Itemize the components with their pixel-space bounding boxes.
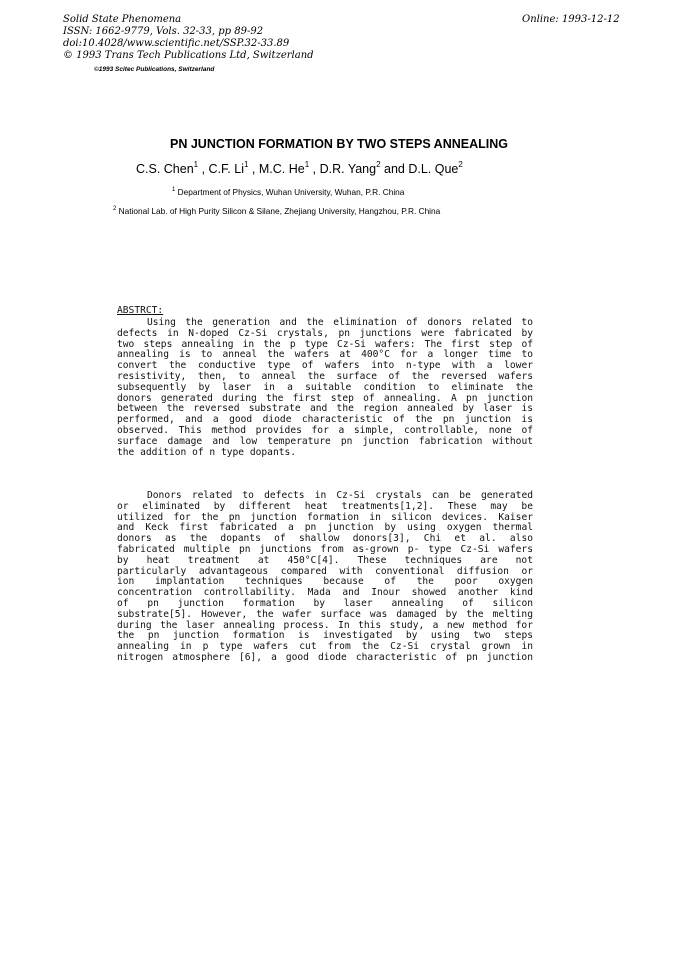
- body-line: of pn junction formation by laser annealing of silicon: [117, 597, 533, 609]
- abstract-line: defects in N-doped Cz-Si crystals, pn junctions were fabricated by: [117, 327, 533, 339]
- body-line: fabricated multiple pn junctions from as-grown p- type Cz-Si wafers: [117, 543, 533, 555]
- abstract-heading: ABSTRCT:: [117, 305, 164, 316]
- body-line: utilized for the pn junction formation in silicon devices. Kaiser: [117, 511, 533, 523]
- body-line: concentration controllability. Mada and Inour showed another kind: [117, 587, 533, 599]
- doi-line: doi:10.4028/www.scientific.net/SSP.32-33.89: [63, 38, 290, 49]
- author-separator: and: [380, 162, 409, 177]
- author-name: D.L. Que: [408, 162, 459, 177]
- body-line: annealing in p type wafers cut from the Cz-Si crystal grown in: [117, 641, 533, 653]
- intro-body: [117, 491, 533, 664]
- issn-line: ISSN: 1662-9779, Vols. 32-33, pp 89-92: [63, 26, 264, 37]
- journal-name: Solid State Phenomena: [63, 14, 182, 25]
- author-list: [136, 161, 463, 176]
- affiliation-mark: 1: [172, 187, 176, 194]
- body-line: Donors related to defects in Cz-Si crystals can be generated: [147, 490, 533, 501]
- abstract-line: observed. This method provides for a simple, controllable, none of: [117, 424, 533, 436]
- body-line: or eliminated by different heat treatments[1,2]. These may be: [117, 500, 533, 512]
- abstract-line: between the reversed substrate and the region annealed by laser is: [117, 403, 533, 415]
- body-line: the pn junction formation is investigated by using two steps: [117, 630, 533, 642]
- paper-title: PN JUNCTION FORMATION BY TWO STEPS ANNEALING: [170, 137, 508, 151]
- author-separator: ,: [248, 162, 259, 177]
- affiliation-mark: 2: [113, 206, 117, 213]
- abstract-body: [117, 318, 533, 458]
- author-name: C.S. Chen: [136, 162, 194, 177]
- author-name: D.R. Yang: [319, 162, 377, 177]
- abstract-line: resistivity, then, to anneal the surface of the reversed wafers: [117, 370, 533, 382]
- body-line: nitrogen atmosphere [6], a good diode characteristic of pn junction: [117, 651, 533, 663]
- copyright-line: © 1993 Trans Tech Publications Ltd, Switzerland: [63, 50, 314, 61]
- author-name: M.C. He: [258, 162, 305, 177]
- affiliation-2: [113, 206, 440, 216]
- abstract-line: Using the generation and the elimination of donors related to: [147, 317, 533, 328]
- affiliation-text: Department of Physics, Wuhan University, Wuhan, P.R. China: [177, 187, 405, 197]
- author-separator: ,: [198, 162, 209, 177]
- body-line: by heat treatment at 450°C[4]. These techniques are not: [117, 554, 533, 566]
- abstract-line: two steps annealing in the p type Cz-Si wafers: The first step of: [117, 338, 533, 350]
- abstract-line: the addition of n type dopants.: [117, 446, 297, 458]
- author-name: C.F. Li: [208, 162, 244, 177]
- body-line: substrate[5]. However, the wafer surface was damaged by the melting: [117, 608, 533, 620]
- copyright-small: ©1993 Scitec Publications, Switzerland: [94, 66, 215, 73]
- body-line: donors as the dopants of shallow donors[3], Chi et al. also: [117, 533, 533, 545]
- author-affiliation-mark: 2: [376, 160, 381, 169]
- abstract-line: performed, and a good diode characteristic of the pn junction is: [117, 414, 533, 426]
- author-affiliation-mark: 1: [243, 160, 249, 169]
- author-affiliation-mark: 1: [193, 160, 199, 169]
- author-affiliation-mark: 1: [304, 160, 310, 169]
- abstract-line: surface damage and low temperature pn junction fabrication without: [117, 435, 533, 447]
- online-date: Online: 1993-12-12: [522, 14, 620, 25]
- affiliation-text: National Lab. of High Purity Silicon & Silane, Zhejiang University, Hangzhou, P.R. China: [118, 206, 441, 216]
- abstract-line: convert the conductive type of wafers into n-type with a lower: [117, 360, 533, 372]
- author-affiliation-mark: 2: [458, 160, 463, 169]
- abstract-line: donors generated during the first step of annealing. A pn junction: [117, 392, 533, 404]
- affiliation-1: [172, 187, 404, 197]
- abstract-line: subsequently by laser in a suitable condition to eliminate the: [117, 381, 533, 393]
- author-separator: ,: [309, 162, 320, 177]
- body-line: and Keck first fabricated a pn junction by using oxygen thermal: [117, 522, 533, 534]
- abstract-line: annealing is to anneal the wafers at 400°C for a longer time to: [117, 349, 533, 361]
- body-line: during the laser annealing process. In this study, a new method for: [117, 619, 533, 631]
- body-line: ion implantation techniques because of the poor oxygen: [117, 576, 533, 588]
- body-line: particularly advantageous compared with conventional diffusion or: [117, 565, 533, 577]
